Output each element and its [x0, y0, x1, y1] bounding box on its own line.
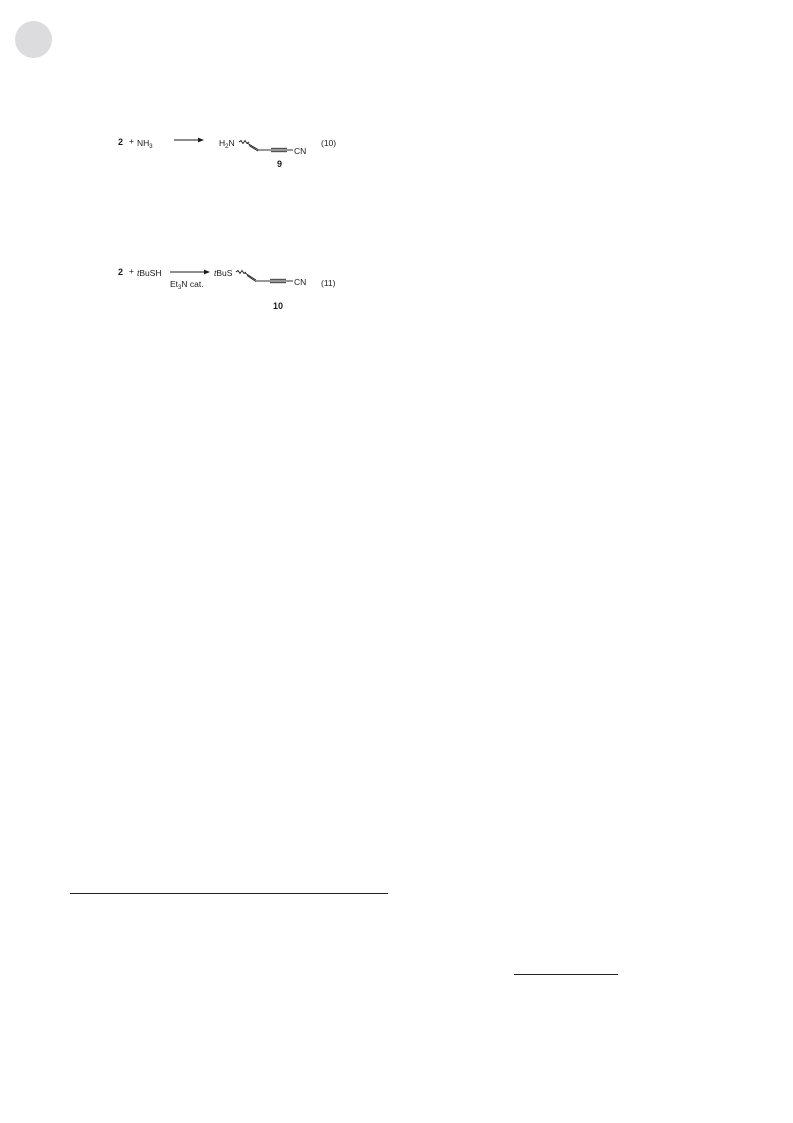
reagent-thiol: tBuSH	[137, 268, 162, 278]
product-compound-number: 9	[277, 159, 283, 169]
product-compound-number: 10	[273, 301, 284, 311]
plus-sign: +	[129, 136, 134, 146]
footnote-separator-rule	[70, 893, 388, 894]
catalyst-label: $Et_3N$ cat.	[170, 279, 204, 291]
reactant-compound-number: 2	[118, 137, 124, 147]
equation-number: (11)	[321, 278, 336, 288]
plus-sign: +	[129, 266, 134, 276]
product-thioether-group: tBuS	[214, 268, 233, 278]
column-rule	[514, 974, 618, 975]
product-9-skeleton	[239, 141, 293, 152]
reactant-compound-number: 2	[118, 267, 124, 277]
product-nitrile-group: CN	[294, 277, 307, 287]
product-nitrile-group: CN	[294, 146, 307, 156]
equation-number: (10)	[321, 138, 337, 148]
product-amino-group: $H_2N$	[219, 138, 235, 150]
product-10-skeleton	[236, 271, 293, 283]
reagent-ammonia: $NH_3$	[137, 138, 153, 150]
